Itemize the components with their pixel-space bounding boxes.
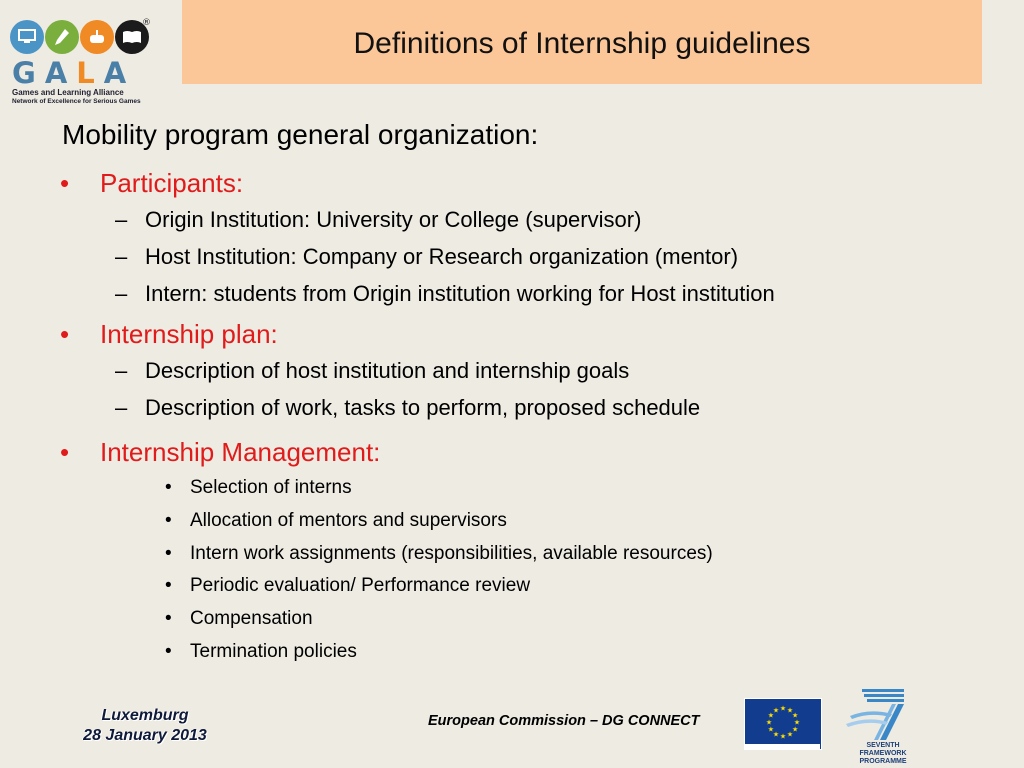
logo-wordmark: GALA — [12, 56, 136, 90]
eu-flag-caption-strip — [744, 744, 820, 749]
eu-star-icon: ★ — [791, 712, 799, 720]
eu-star-icon: ★ — [767, 712, 775, 720]
list-item: – Intern: students from Origin institution working for Host institution — [115, 281, 775, 306]
list-item: – Host Institution: Company or Research organization (mentor) — [115, 244, 739, 269]
eu-star-icon: ★ — [791, 726, 799, 734]
list-item: • Compensation — [165, 608, 313, 629]
list-item: – Origin Institution: University or College (supervisor) — [115, 207, 642, 232]
list-item: • Periodic evaluation/ Performance review — [165, 575, 531, 596]
eu-flag-icon — [744, 698, 822, 750]
content-heading: Mobility program general organization: — [62, 119, 539, 150]
eu-star-icon: ★ — [786, 731, 794, 739]
gala-logo — [10, 18, 150, 103]
eu-star-icon: ★ — [765, 719, 773, 727]
slide-title: Definitions of Internship guidelines — [353, 27, 811, 60]
logo-network: Network of Excellence for Serious Games — [12, 98, 141, 105]
logo-tagline: Games and Learning Alliance — [12, 88, 124, 97]
bullet-participants: • Participants: — [60, 168, 244, 198]
list-item: – Description of work, tasks to perform, proposed schedule — [115, 395, 701, 420]
bullet-internship-management: • Internship Management: — [60, 437, 381, 467]
gamepad-icon — [80, 20, 114, 54]
list-item: • Termination policies — [165, 641, 357, 662]
eu-star-icon: ★ — [767, 726, 775, 734]
footer-place: Luxemburg — [101, 707, 189, 724]
eu-star-icon: ★ — [793, 719, 801, 727]
title-bar — [182, 0, 982, 84]
eu-star-icon: ★ — [772, 707, 780, 715]
eu-star-icon: ★ — [779, 705, 787, 713]
eu-star-icon: ★ — [786, 707, 794, 715]
bullet-internship-plan: • Internship plan: — [60, 319, 278, 349]
logo-icons — [10, 18, 150, 58]
footer-place-date — [60, 706, 230, 746]
monitor-icon — [10, 20, 44, 54]
footer-organization: European Commission – DG CONNECT — [428, 713, 700, 729]
list-item: – Description of host institution and internship goals — [115, 358, 630, 383]
list-item: • Allocation of mentors and supervisors — [165, 510, 507, 531]
footer-date: 28 January 2013 — [83, 727, 207, 744]
eu-star-icon: ★ — [779, 733, 787, 741]
list-item: • Intern work assignments (responsibilities, available resources) — [165, 543, 713, 564]
pen-icon — [45, 20, 79, 54]
registered-mark: ® — [142, 18, 151, 28]
fp7-caption: SEVENTH FRAMEWORK PROGRAMME — [859, 742, 907, 765]
list-item: • Selection of interns — [165, 477, 352, 498]
eu-star-icon: ★ — [772, 731, 780, 739]
